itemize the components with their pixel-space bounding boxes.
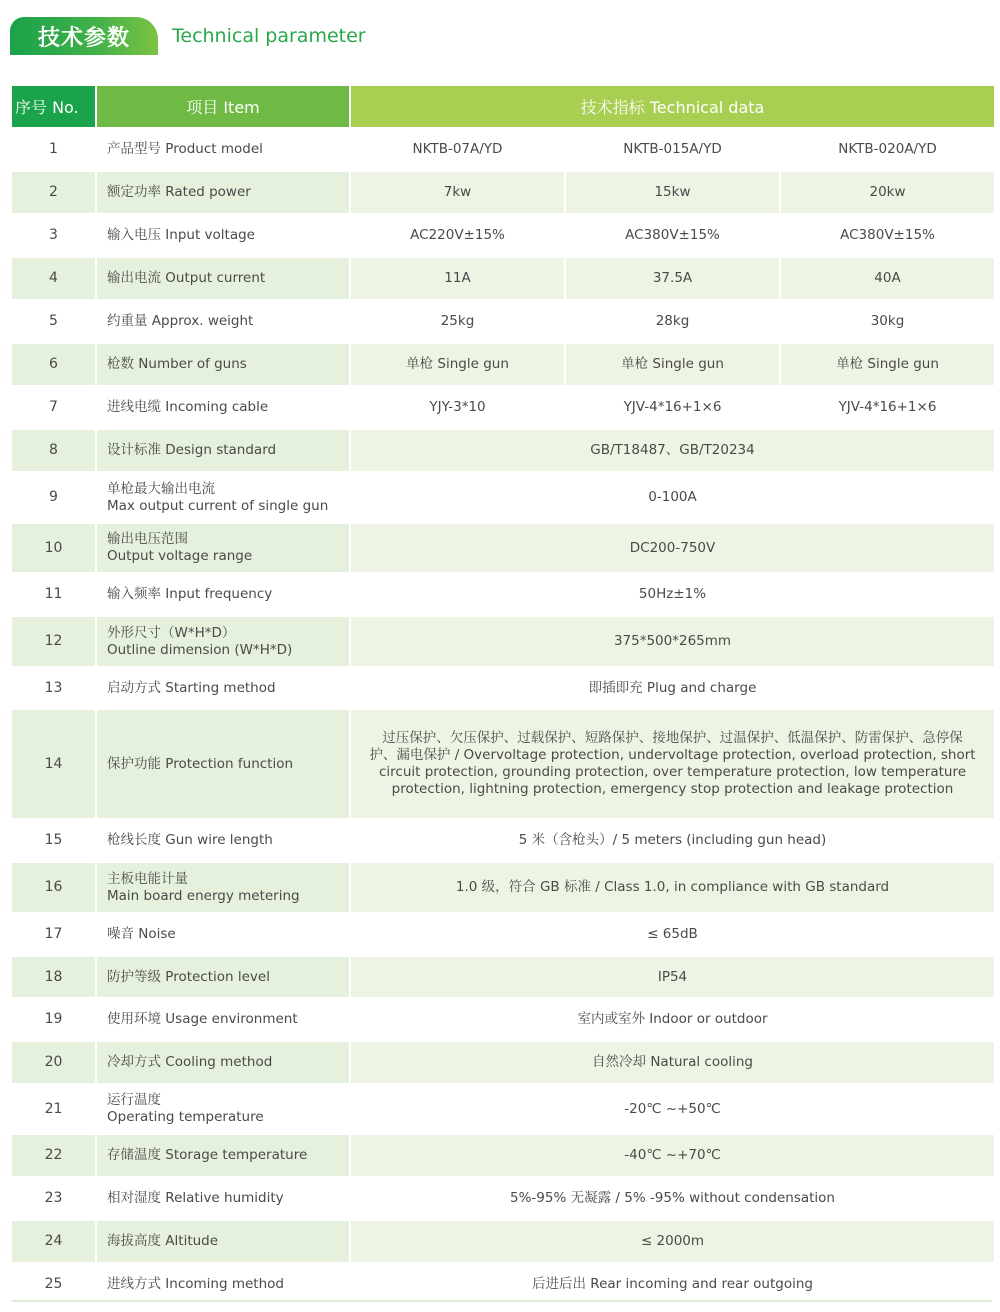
row-item xyxy=(97,1085,349,1133)
table-row xyxy=(12,710,994,818)
row-item xyxy=(97,999,349,1040)
item-label: 枪线长度 Gun wire length xyxy=(107,832,273,848)
table-row xyxy=(12,430,994,471)
row-number: 3 xyxy=(12,215,95,256)
item-label: 噪音 Noise xyxy=(107,926,176,942)
value-cell: YJV-4*16+1×6 xyxy=(781,387,994,428)
row-item xyxy=(97,710,349,818)
row-number: 11 xyxy=(12,574,95,615)
value-cell: 0-100A xyxy=(351,473,994,522)
technical-parameter-table xyxy=(10,84,996,1307)
row-number: 7 xyxy=(12,387,95,428)
row-item xyxy=(97,344,349,385)
row-number: 2 xyxy=(12,172,95,213)
section-title xyxy=(10,17,366,55)
row-item xyxy=(97,1135,349,1176)
header-item: 项目 Item xyxy=(97,86,349,127)
row-number: 14 xyxy=(12,710,95,818)
table-row xyxy=(12,301,994,342)
table-header-row xyxy=(12,86,994,127)
title-en: Technical parameter xyxy=(172,25,366,47)
row-number: 1 xyxy=(12,129,95,170)
item-label: 保护功能 Protection function xyxy=(107,755,294,772)
table-row xyxy=(12,215,994,256)
value-cell: 11A xyxy=(351,258,564,299)
table-body xyxy=(12,129,994,1305)
table-row xyxy=(12,668,994,708)
item-label: 外形尺寸（W*H*D） xyxy=(107,624,236,641)
table-row xyxy=(12,999,994,1040)
value-cell: YJY-3*10 xyxy=(351,387,564,428)
item-label: 主板电能计量 xyxy=(107,870,188,887)
table-row xyxy=(12,1264,994,1305)
row-number: 17 xyxy=(12,914,95,955)
value-cell: -40℃ ~+70℃ xyxy=(351,1135,994,1176)
table-row xyxy=(12,1135,994,1176)
value-cell: 375*500*265mm xyxy=(351,617,994,666)
row-number: 9 xyxy=(12,473,95,522)
row-item xyxy=(97,957,349,997)
table-row xyxy=(12,820,994,861)
row-number: 19 xyxy=(12,999,95,1040)
table-row xyxy=(12,914,994,955)
table-row xyxy=(12,387,994,428)
item-label: 产品型号 Product model xyxy=(107,141,263,157)
row-number: 10 xyxy=(12,524,95,572)
table-row xyxy=(12,1221,994,1262)
row-item xyxy=(97,1264,349,1305)
table-row xyxy=(12,344,994,385)
row-number: 23 xyxy=(12,1178,95,1219)
table-row xyxy=(12,863,994,912)
item-label: 输入频率 Input frequency xyxy=(107,586,273,602)
row-item xyxy=(97,301,349,342)
value-cell: 28kg xyxy=(566,301,779,342)
value-cell: 自然冷却 Natural cooling xyxy=(351,1042,994,1083)
item-label: 输入电压 Input voltage xyxy=(107,227,255,243)
item-label: 枪数 Number of guns xyxy=(107,356,247,372)
row-number: 5 xyxy=(12,301,95,342)
row-item xyxy=(97,172,349,213)
value-cell: AC380V±15% xyxy=(781,215,994,256)
table-row xyxy=(12,172,994,213)
row-item xyxy=(97,129,349,170)
header-technical-data: 技术指标 Technical data xyxy=(351,86,994,127)
row-item xyxy=(97,617,349,666)
value-cell: IP54 xyxy=(351,957,994,997)
value-cell: AC380V±15% xyxy=(566,215,779,256)
table-row xyxy=(12,524,994,572)
value-cell: 单枪 Single gun xyxy=(566,344,779,385)
item-label: 输出电流 Output current xyxy=(107,270,266,286)
item-label: 启动方式 Starting method xyxy=(107,679,276,696)
table-row xyxy=(12,574,994,615)
table-row xyxy=(12,473,994,522)
row-number: 20 xyxy=(12,1042,95,1083)
value-cell: 后进后出 Rear incoming and rear outgoing xyxy=(351,1264,994,1305)
row-item xyxy=(97,1178,349,1219)
value-cell: -20℃ ~+50℃ xyxy=(351,1085,994,1133)
value-cell: YJV-4*16+1×6 xyxy=(566,387,779,428)
row-number: 12 xyxy=(12,617,95,666)
value-cell: DC200-750V xyxy=(351,524,994,572)
row-number: 8 xyxy=(12,430,95,471)
value-cell: 5%-95% 无凝露 / 5% -95% without condensation xyxy=(351,1178,994,1219)
row-item xyxy=(97,668,349,708)
value-cell: NKTB-07A/YD xyxy=(351,129,564,170)
value-cell: GB/T18487、GB/T20234 xyxy=(351,430,994,471)
item-label: 输出电压范围 xyxy=(107,531,188,547)
value-cell: 单枪 Single gun xyxy=(781,344,994,385)
row-number: 16 xyxy=(12,863,95,912)
value-cell: 即插即充 Plug and charge xyxy=(351,668,994,708)
row-number: 13 xyxy=(12,668,95,708)
row-number: 6 xyxy=(12,344,95,385)
value-cell: 15kw xyxy=(566,172,779,213)
value-cell: ≤ 2000m xyxy=(351,1221,994,1262)
table-bottom-divider xyxy=(12,1300,992,1302)
value-cell: ≤ 65dB xyxy=(351,914,994,955)
row-item xyxy=(97,574,349,615)
row-number: 22 xyxy=(12,1135,95,1176)
item-label: 单枪最大输出电流 xyxy=(107,480,215,497)
value-cell: 1.0 级，符合 GB 标准 / Class 1.0, in compliance with GB standard xyxy=(351,863,994,912)
row-number: 21 xyxy=(12,1085,95,1133)
table-row xyxy=(12,1042,994,1083)
row-item xyxy=(97,215,349,256)
row-number: 24 xyxy=(12,1221,95,1262)
table-row xyxy=(12,617,994,666)
value-cell: 单枪 Single gun xyxy=(351,344,564,385)
item-label: 设计标准 Design standard xyxy=(107,442,277,458)
row-number: 25 xyxy=(12,1264,95,1305)
item-label: 运行温度 xyxy=(107,1092,161,1108)
item-label: 进线方式 Incoming method xyxy=(107,1276,284,1292)
item-label: 冷却方式 Cooling method xyxy=(107,1054,273,1070)
row-item xyxy=(97,430,349,471)
value-cell: 50Hz±1% xyxy=(351,574,994,615)
item-label: 防护等级 Protection level xyxy=(107,968,270,985)
row-item xyxy=(97,524,349,572)
item-label: 海拔高度 Altitude xyxy=(107,1233,219,1249)
row-item xyxy=(97,863,349,912)
item-label: 使用环境 Usage environment xyxy=(107,1011,298,1027)
value-cell: 7kw xyxy=(351,172,564,213)
value-cell: AC220V±15% xyxy=(351,215,564,256)
row-item xyxy=(97,473,349,522)
title-badge-cn: 技术参数 xyxy=(10,17,158,55)
value-cell: 30kg xyxy=(781,301,994,342)
row-item xyxy=(97,914,349,955)
value-cell: 20kw xyxy=(781,172,994,213)
table-row xyxy=(12,1085,994,1133)
row-item xyxy=(97,387,349,428)
item-label-en: Main board energy metering xyxy=(107,887,300,904)
row-number: 4 xyxy=(12,258,95,299)
row-item xyxy=(97,1221,349,1262)
item-label-en: Outline dimension (W*H*D) xyxy=(107,641,293,658)
row-number: 15 xyxy=(12,820,95,861)
value-cell: 5 米（含枪头）/ 5 meters (including gun head) xyxy=(351,820,994,861)
row-item xyxy=(97,1042,349,1083)
table-row xyxy=(12,129,994,170)
item-label-en: Output voltage range xyxy=(107,548,253,564)
value-cell: 40A xyxy=(781,258,994,299)
header-no: 序号 No. xyxy=(12,86,95,127)
value-cell: 25kg xyxy=(351,301,564,342)
value-cell: 室内或室外 Indoor or outdoor xyxy=(351,999,994,1040)
row-item xyxy=(97,258,349,299)
value-cell: NKTB-020A/YD xyxy=(781,129,994,170)
value-cell: 过压保护、欠压保护、过载保护、短路保护、接地保护、过温保护、低温保护、防雷保护、急停保护、漏电保护 / Overvoltage protection, undervoltage protection, overload protection, short circuit protection, grounding protection, over temperature protection, low temperature protection, lightning protection, emergency stop protection and leakage protection xyxy=(351,710,994,818)
item-label: 相对湿度 Relative humidity xyxy=(107,1190,284,1206)
item-label: 进线电缆 Incoming cable xyxy=(107,399,269,415)
table-row xyxy=(12,258,994,299)
item-label: 额定功率 Rated power xyxy=(107,184,251,200)
item-label: 存储温度 Storage temperature xyxy=(107,1147,308,1163)
item-label: 约重量 Approx. weight xyxy=(107,313,254,329)
row-number: 18 xyxy=(12,957,95,997)
value-cell: 37.5A xyxy=(566,258,779,299)
item-label-en: Max output current of single gun xyxy=(107,497,329,514)
item-label-en: Operating temperature xyxy=(107,1109,264,1125)
row-item xyxy=(97,820,349,861)
table-row xyxy=(12,1178,994,1219)
value-cell: NKTB-015A/YD xyxy=(566,129,779,170)
table-row xyxy=(12,957,994,997)
